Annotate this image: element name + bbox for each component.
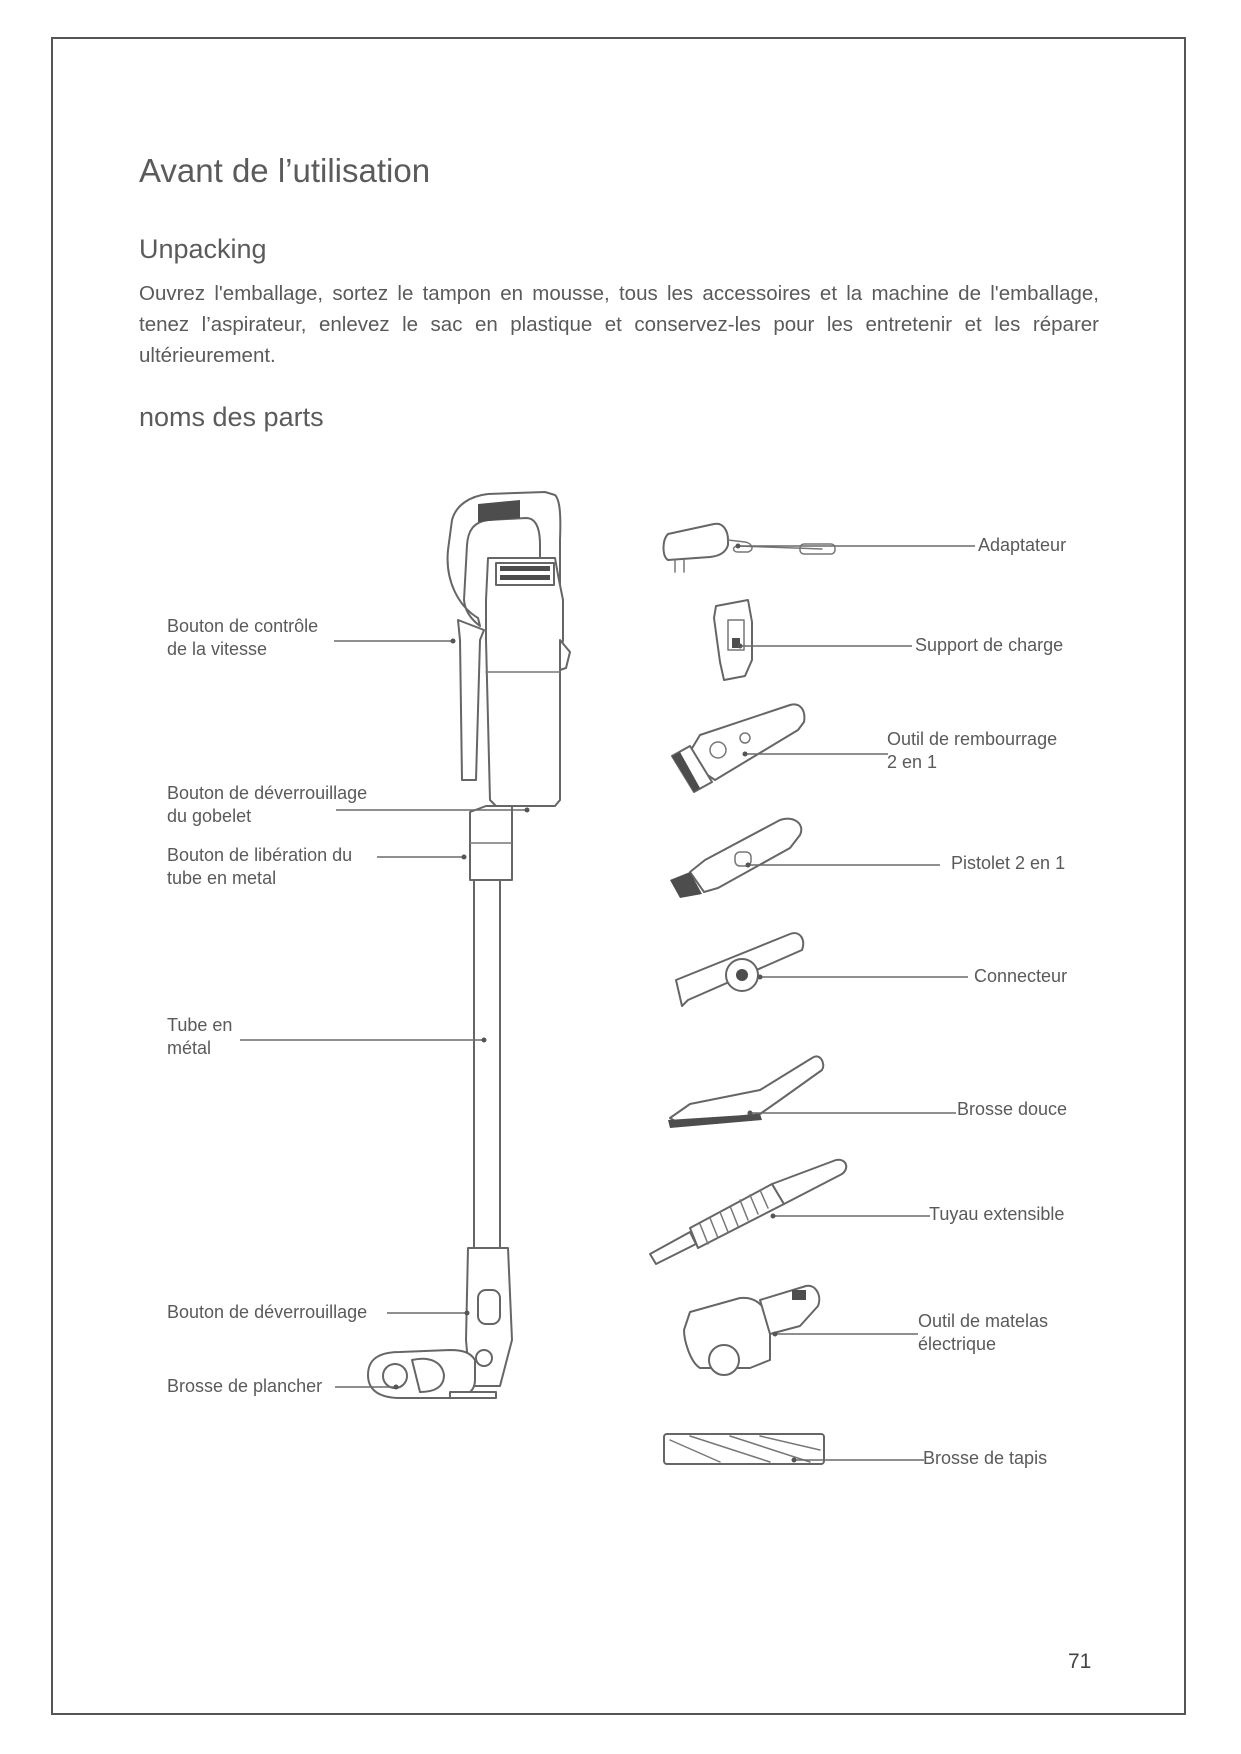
section-heading-unpacking: Unpacking [139, 234, 267, 264]
upholstery-tool-icon [672, 704, 804, 792]
label-cup-release-button [167, 782, 367, 828]
label-metal-tube [167, 1014, 232, 1060]
page-title: Avant de l’utilisation [139, 152, 431, 189]
label-line: Bouton de contrôle [167, 616, 319, 636]
label-upholstery-tool [887, 728, 1057, 774]
label-line: Outil de matelas [918, 1311, 1049, 1331]
label-line: Outil de rembourrage [887, 729, 1058, 749]
label-unlock-button: Bouton de déverrouillage [167, 1302, 368, 1322]
vacuum-cleaner-illustration [368, 492, 570, 1398]
label-line: Bouton de libération du [167, 845, 353, 865]
crevice-tool-icon [670, 819, 801, 898]
label-line: Bouton de déverrouillage [167, 783, 368, 803]
label-speed-control-button [167, 615, 318, 661]
charging-stand-icon [714, 600, 752, 680]
mattress-tool-icon [684, 1286, 819, 1375]
label-mattress-tool [918, 1310, 1048, 1356]
connector-icon [676, 933, 803, 1006]
label-line: métal [167, 1038, 212, 1058]
label-carpet-brush: Brosse de tapis [923, 1448, 1048, 1468]
label-tube-release-button [167, 844, 352, 890]
label-crevice-tool: Pistolet 2 en 1 [951, 853, 1066, 873]
soft-brush-icon [668, 1056, 823, 1128]
label-line: électrique [918, 1334, 997, 1354]
label-extension-hose: Tuyau extensible [929, 1204, 1065, 1224]
label-adapter: Adaptateur [978, 535, 1067, 555]
label-soft-brush: Brosse douce [957, 1099, 1068, 1119]
unpacking-paragraph: Ouvrez l'emballage, sortez le tampon en mousse, tous les accessoires et la machine de l'emballage, tenez l’aspirateur, enlevez le sac en plastique et conservez-les pour les entretenir et les réparer ultérieurement. [139, 282, 1099, 367]
adapter-icon [664, 524, 836, 572]
label-connector: Connecteur [974, 966, 1068, 986]
label-line: de la vitesse [167, 639, 268, 659]
label-floor-brush: Brosse de plancher [167, 1376, 323, 1396]
label-line: tube en metal [167, 868, 277, 888]
extension-hose-icon [650, 1160, 846, 1264]
label-line: 2 en 1 [887, 752, 938, 772]
label-charging-stand: Support de charge [915, 635, 1064, 655]
label-line: du gobelet [167, 806, 252, 826]
section-heading-parts: noms des parts [139, 402, 324, 432]
page-number: 71 [1068, 1650, 1092, 1673]
label-line: Tube en [167, 1015, 233, 1035]
